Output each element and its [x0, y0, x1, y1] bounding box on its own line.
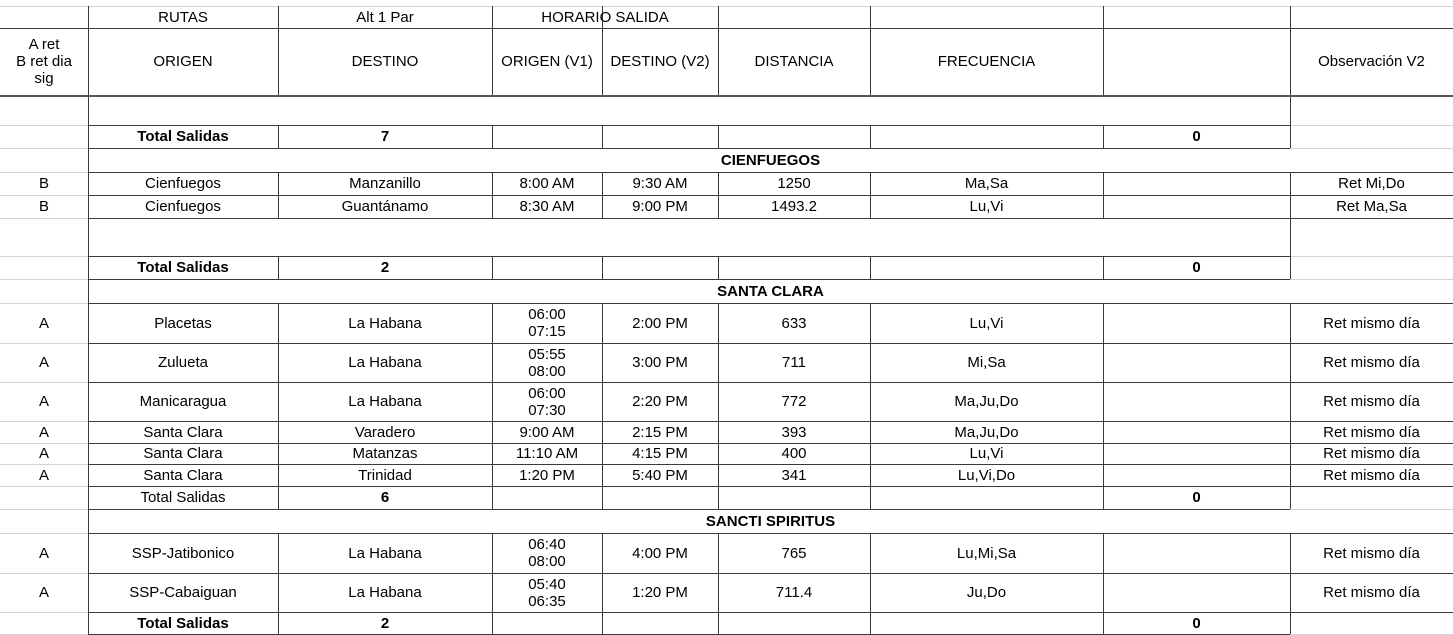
total-salidas-zero[interactable]: 0 — [1192, 489, 1201, 506]
route-destino[interactable]: La Habana — [348, 393, 422, 410]
header-destino-v2[interactable]: DESTINO (V2) — [610, 53, 710, 70]
route-hora-origen-line: 05:55 — [528, 345, 566, 363]
route-hora-origen[interactable] — [492, 195, 602, 218]
route-blank[interactable] — [1103, 303, 1290, 343]
section-title[interactable]: CIENFUEGOS — [720, 151, 821, 169]
route-hora-origen[interactable] — [492, 172, 602, 195]
header-destino[interactable]: DESTINO — [351, 53, 419, 70]
route-hora-origen-line: 07:30 — [528, 401, 566, 419]
total-salidas-count[interactable]: 6 — [380, 489, 390, 506]
route-distancia[interactable]: 711.4 — [775, 584, 813, 601]
route-observacion[interactable]: Ret mismo día — [1323, 423, 1420, 441]
grid-line — [88, 218, 89, 256]
total-salidas-zero[interactable]: 0 — [1192, 128, 1201, 145]
route-destino[interactable]: Trinidad — [358, 466, 412, 484]
route-destino[interactable]: La Habana — [348, 354, 422, 371]
route-destino[interactable]: Matanzas — [352, 445, 418, 462]
route-hora-origen-line: 11:10 AM — [515, 445, 579, 462]
grid-line — [492, 486, 493, 509]
route-origen[interactable]: Placetas — [154, 314, 212, 332]
route-hora-origen-line: 06:40 — [528, 536, 566, 553]
header-origen-v1[interactable]: ORIGEN (V1) — [501, 53, 593, 70]
route-type[interactable]: B — [38, 175, 49, 192]
route-hora-destino[interactable]: 4:15 PM — [632, 445, 688, 462]
section-title[interactable]: SANTA CLARA — [717, 282, 824, 300]
route-blank[interactable] — [1103, 533, 1290, 573]
header-col-type-line: A ret — [28, 36, 60, 53]
route-type[interactable]: A — [38, 423, 49, 441]
route-hora-origen-line: 07:15 — [528, 323, 566, 340]
route-origen[interactable]: Cienfuegos — [145, 175, 221, 192]
header-blank[interactable] — [1103, 28, 1290, 95]
route-hora-origen-line: 06:00 — [528, 306, 566, 323]
route-distancia[interactable]: 765 — [781, 544, 807, 562]
header-observacion[interactable]: Observación V2 — [1318, 53, 1425, 70]
route-hora-destino[interactable]: 4:00 PM — [632, 544, 688, 562]
header-frecuencia[interactable]: FRECUENCIA — [937, 53, 1036, 70]
route-blank[interactable] — [1103, 421, 1290, 443]
grid-line — [492, 612, 493, 634]
grid-line — [0, 95, 1453, 97]
route-destino[interactable]: La Habana — [348, 544, 422, 562]
route-observacion[interactable]: Ret mismo día — [1323, 314, 1420, 332]
grid-line — [602, 256, 603, 279]
route-distancia[interactable]: 1493.2 — [771, 198, 817, 215]
route-origen[interactable]: Santa Clara — [143, 423, 223, 441]
route-destino[interactable]: La Habana — [348, 584, 422, 601]
route-observacion[interactable]: Ret mismo día — [1323, 544, 1420, 562]
route-frecuencia[interactable]: Lu,Vi,Do — [957, 466, 1016, 484]
route-distancia[interactable]: 1250 — [777, 175, 811, 192]
total-salidas-zero[interactable]: 0 — [1192, 614, 1201, 632]
grid-line — [870, 612, 871, 634]
total-salidas-label[interactable]: Total Salidas — [137, 259, 229, 276]
route-hora-origen-line: 06:00 — [528, 384, 566, 402]
route-hora-origen[interactable] — [492, 443, 602, 464]
header-distancia[interactable]: DISTANCIA — [754, 53, 834, 70]
grid-line — [1290, 256, 1291, 279]
route-hora-destino[interactable]: 9:30 AM — [632, 175, 688, 192]
grid-line — [602, 486, 603, 509]
route-observacion[interactable]: Ret mismo día — [1323, 354, 1420, 371]
route-observacion[interactable]: Ret Ma,Sa — [1336, 198, 1407, 215]
route-hora-origen-line: 1:20 PM — [519, 466, 575, 484]
route-hora-origen-line: 08:00 — [528, 553, 566, 570]
route-hora-origen-line: 8:30 AM — [519, 198, 575, 215]
route-hora-destino[interactable]: 2:00 PM — [632, 314, 688, 332]
route-type[interactable]: A — [38, 354, 49, 371]
header-rutas[interactable]: RUTAS — [158, 8, 208, 26]
route-destino[interactable]: Manzanillo — [349, 175, 421, 192]
section-title[interactable]: SANCTI SPIRITUS — [705, 512, 836, 530]
route-hora-origen[interactable] — [492, 533, 602, 573]
route-frecuencia[interactable]: Ma,Ju,Do — [954, 423, 1019, 441]
route-hora-origen[interactable] — [492, 464, 602, 486]
route-observacion[interactable]: Ret mismo día — [1323, 393, 1420, 410]
route-frecuencia[interactable]: Lu,Vi — [969, 198, 1004, 215]
route-type[interactable]: A — [38, 466, 49, 484]
route-distancia[interactable]: 711 — [782, 354, 806, 371]
route-destino[interactable]: Varadero — [354, 423, 416, 441]
grid-line — [718, 612, 719, 634]
route-type[interactable]: A — [38, 445, 49, 462]
route-type[interactable]: A — [38, 544, 49, 562]
grid-line — [492, 125, 493, 148]
route-observacion[interactable]: Ret Mi,Do — [1338, 175, 1405, 192]
route-origen[interactable]: Santa Clara — [143, 466, 223, 484]
route-origen[interactable]: Cienfuegos — [145, 198, 221, 215]
grid-line — [870, 125, 871, 148]
route-hora-destino[interactable]: 1:20 PM — [632, 584, 688, 601]
route-hora-destino[interactable]: 3:00 PM — [632, 354, 688, 371]
route-blank[interactable] — [1103, 195, 1290, 218]
route-hora-origen[interactable] — [492, 421, 602, 443]
route-blank[interactable] — [1103, 443, 1290, 464]
route-observacion[interactable]: Ret mismo día — [1323, 445, 1420, 462]
total-salidas-label[interactable]: Total Salidas — [137, 128, 229, 145]
grid-line — [1290, 612, 1291, 634]
header-col-type[interactable] — [0, 28, 88, 95]
route-frecuencia[interactable]: Ma,Sa — [964, 175, 1009, 192]
grid-line — [870, 486, 871, 509]
total-salidas-zero[interactable]: 0 — [1192, 259, 1201, 276]
route-origen[interactable]: Manicaragua — [139, 393, 227, 410]
total-salidas-count[interactable]: 7 — [380, 128, 390, 145]
route-blank[interactable] — [1103, 573, 1290, 612]
grid-line — [1290, 218, 1291, 256]
route-hora-origen-line: 9:00 AM — [519, 423, 575, 441]
grid-line — [1290, 125, 1291, 148]
route-hora-destino[interactable]: 5:40 PM — [632, 466, 688, 484]
route-frecuencia[interactable]: Mi,Sa — [967, 354, 1006, 371]
grid-line — [88, 97, 89, 125]
header-horario[interactable]: HORARIO SALIDA — [541, 8, 669, 26]
route-hora-origen[interactable] — [492, 343, 602, 382]
grid-line — [492, 256, 493, 279]
route-frecuencia[interactable]: Ju,Do — [966, 584, 1007, 601]
total-salidas-count[interactable]: 2 — [380, 259, 390, 276]
grid-line — [88, 218, 1453, 219]
route-hora-origen[interactable] — [492, 573, 602, 612]
grid-line — [718, 125, 719, 148]
route-hora-destino[interactable]: 2:20 PM — [632, 393, 688, 410]
route-distancia[interactable]: 341 — [781, 466, 807, 484]
route-hora-origen[interactable] — [492, 382, 602, 421]
route-destino[interactable]: Guantánamo — [341, 198, 429, 215]
header-origen[interactable]: ORIGEN — [153, 53, 213, 70]
route-hora-origen-line: 8:00 AM — [519, 175, 575, 192]
route-hora-origen-line: 06:35 — [528, 592, 566, 610]
route-frecuencia[interactable]: Lu,Vi — [969, 445, 1004, 462]
route-hora-origen[interactable] — [492, 303, 602, 343]
route-distancia[interactable]: 393 — [781, 423, 807, 441]
route-origen[interactable]: Zulueta — [157, 354, 209, 371]
route-type[interactable]: B — [38, 198, 49, 215]
total-salidas-label[interactable]: Total Salidas — [140, 489, 226, 506]
route-observacion[interactable]: Ret mismo día — [1323, 466, 1420, 484]
route-blank[interactable] — [1103, 382, 1290, 421]
header-col-type-line: B ret dia — [16, 53, 72, 70]
route-type[interactable]: A — [38, 584, 49, 601]
route-origen[interactable]: Santa Clara — [143, 445, 223, 462]
route-blank[interactable] — [1103, 343, 1290, 382]
route-hora-origen-line: 08:00 — [528, 362, 566, 380]
grid-line — [870, 256, 871, 279]
total-salidas-label[interactable]: Total Salidas — [137, 614, 229, 632]
grid-line — [602, 125, 603, 148]
route-distancia[interactable]: 400 — [781, 445, 807, 462]
route-distancia[interactable]: 772 — [781, 393, 807, 410]
route-type[interactable]: A — [38, 393, 49, 410]
route-hora-destino[interactable]: 9:00 PM — [632, 198, 688, 215]
grid-line — [1290, 97, 1291, 125]
header-col-type-line: sig — [34, 70, 54, 87]
route-hora-origen-line: 05:40 — [528, 575, 566, 593]
route-distancia[interactable]: 633 — [781, 314, 807, 332]
route-type[interactable]: A — [38, 314, 49, 332]
route-hora-destino[interactable]: 2:15 PM — [632, 423, 688, 441]
header-alt[interactable]: Alt 1 Par — [356, 8, 414, 26]
grid-line — [718, 256, 719, 279]
route-blank[interactable] — [1103, 464, 1290, 486]
route-origen[interactable]: SSP-Jatibonico — [131, 544, 235, 562]
route-origen[interactable]: SSP-Cabaiguan — [129, 584, 237, 601]
grid-line — [1290, 486, 1291, 509]
grid-line — [718, 486, 719, 509]
route-destino[interactable]: La Habana — [348, 314, 422, 332]
total-salidas-count[interactable]: 2 — [380, 614, 390, 632]
route-blank[interactable] — [1103, 172, 1290, 195]
grid-line — [602, 612, 603, 634]
route-frecuencia[interactable]: Ma,Ju,Do — [954, 393, 1019, 410]
route-frecuencia[interactable]: Lu,Vi — [969, 314, 1004, 332]
route-observacion[interactable]: Ret mismo día — [1323, 584, 1420, 601]
route-frecuencia[interactable]: Lu,Mi,Sa — [956, 544, 1017, 562]
